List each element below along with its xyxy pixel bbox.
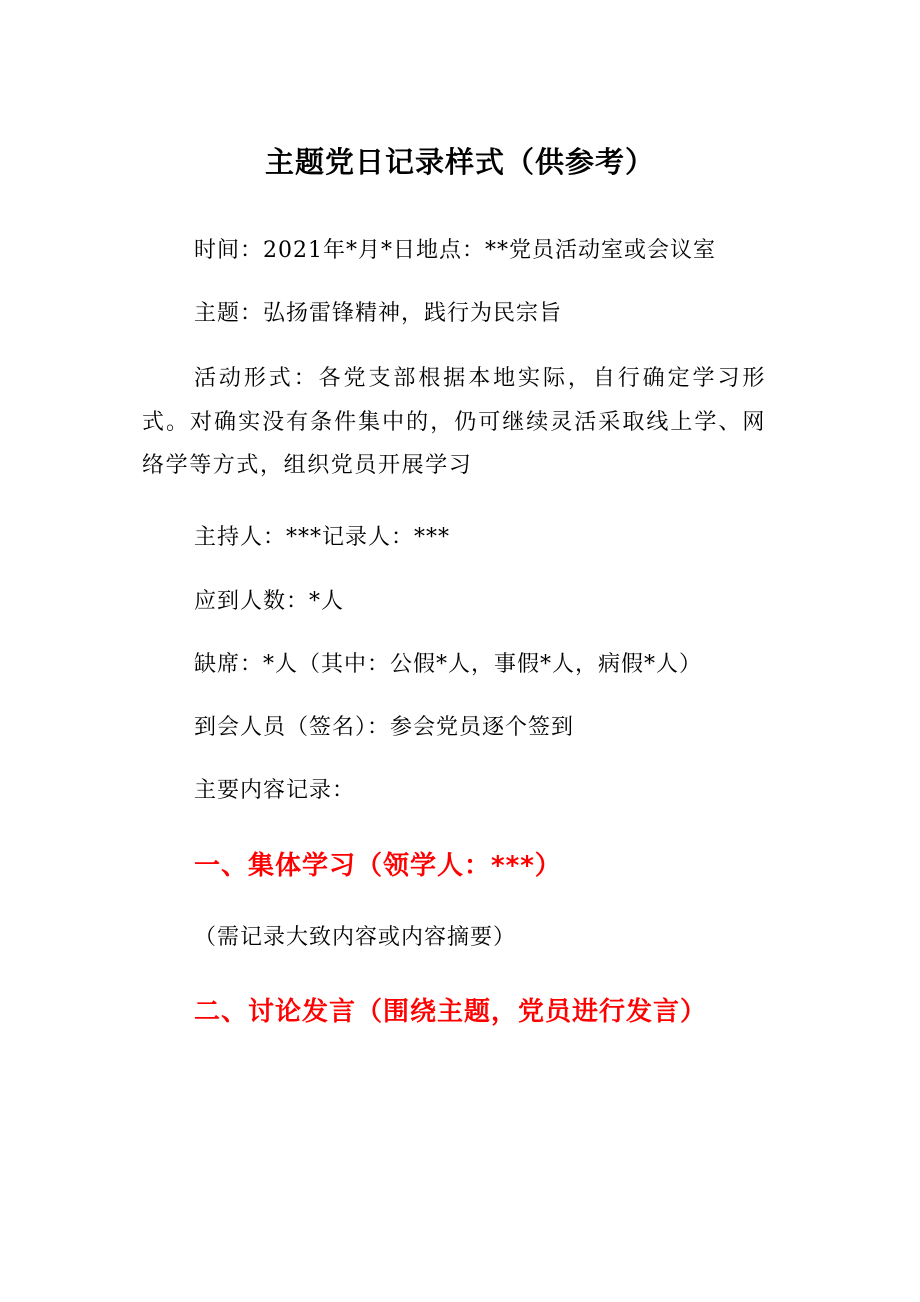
activity-form-paragraph: 活动形式：各党支部根据本地实际，自行确定学习形式。对确实没有条件集中的，仍可继续灵活采取线上学、网络学等方式，组织党员开展学习 — [142, 366, 766, 478]
absent-line: 缺席：*人（其中：公假*人，事假*人，病假*人） — [194, 652, 703, 677]
expected-count-line: 应到人数：*人 — [194, 589, 345, 614]
host-recorder-line: 主持人：***记录人：*** — [194, 525, 451, 550]
time-location-line: 时间：2021年*月*日地点：**党员活动室或会议室 — [194, 238, 716, 263]
main-content-label: 主要内容记录： — [194, 778, 356, 803]
theme-line: 主题：弘扬雷锋精神，践行为民宗旨 — [194, 301, 563, 326]
section1-note: （需记录大致内容或内容摘要） — [194, 925, 517, 950]
section1-heading: 一、集体学习（领学人：***） — [194, 851, 562, 881]
section2-heading: 二、讨论发言（围绕主题，党员进行发言） — [194, 997, 708, 1027]
document-title: 主题党日记录样式（供参考） — [264, 145, 655, 179]
attendees-line: 到会人员（签名）：参会党员逐个签到 — [194, 715, 575, 740]
